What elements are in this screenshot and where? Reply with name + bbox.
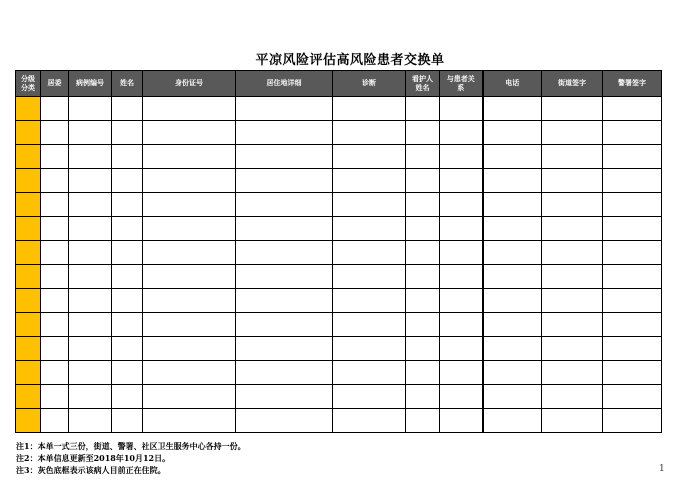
table-cell-diagnosis[interactable] [333, 289, 406, 313]
table-row [16, 289, 662, 313]
table-row [16, 313, 662, 337]
table-cell-committee[interactable] [41, 385, 69, 409]
table-cell-caregiver-name[interactable] [406, 97, 440, 121]
table-cell-diagnosis[interactable] [333, 145, 406, 169]
table-cell-street-signature[interactable] [542, 97, 603, 121]
table-cell-case-number[interactable] [69, 289, 112, 313]
table-cell-grade-class[interactable] [16, 361, 41, 385]
table-cell-grade-class[interactable] [16, 193, 41, 217]
header-street-signature-line: 街道签字 [558, 79, 586, 87]
table-cell-street-signature[interactable] [542, 265, 603, 289]
table-cell-id-number[interactable] [143, 193, 236, 217]
table-cell-grade-class[interactable] [16, 337, 41, 361]
table-cell-police-signature[interactable] [603, 193, 662, 217]
table-row [16, 217, 662, 241]
header-committee [41, 71, 69, 97]
table-cell-grade-class[interactable] [16, 409, 41, 433]
table-cell-committee[interactable] [41, 217, 69, 241]
table-cell-address[interactable] [236, 97, 333, 121]
table-cell-address[interactable] [236, 289, 333, 313]
table-cell-relationship[interactable] [440, 409, 483, 433]
table-cell-relationship[interactable] [440, 289, 483, 313]
header-phone [483, 71, 542, 97]
table-cell-case-number[interactable] [69, 265, 112, 289]
table-cell-committee[interactable] [41, 121, 69, 145]
header-address [236, 71, 333, 97]
header-grade-class-line: 分类 [21, 83, 35, 92]
table-cell-police-signature[interactable] [603, 289, 662, 313]
table-cell-caregiver-name[interactable] [406, 241, 440, 265]
table-cell-grade-class[interactable] [16, 121, 41, 145]
table-cell-name[interactable] [112, 121, 143, 145]
table-cell-street-signature[interactable] [542, 217, 603, 241]
table-cell-relationship[interactable] [440, 241, 483, 265]
table-cell-name[interactable] [112, 385, 143, 409]
table-cell-id-number[interactable] [143, 241, 236, 265]
table-cell-relationship[interactable] [440, 121, 483, 145]
table-cell-caregiver-name[interactable] [406, 193, 440, 217]
table-cell-id-number[interactable] [143, 337, 236, 361]
table-cell-relationship[interactable] [440, 193, 483, 217]
table-cell-case-number[interactable] [69, 241, 112, 265]
table-cell-caregiver-name[interactable] [406, 265, 440, 289]
table-cell-police-signature[interactable] [603, 313, 662, 337]
table-cell-phone[interactable] [483, 145, 542, 169]
table-cell-id-number[interactable] [143, 121, 236, 145]
table-cell-grade-class[interactable] [16, 313, 41, 337]
table-cell-diagnosis[interactable] [333, 313, 406, 337]
table-cell-committee[interactable] [41, 337, 69, 361]
table-cell-phone[interactable] [483, 289, 542, 313]
table-cell-case-number[interactable] [69, 385, 112, 409]
table-header-row [16, 71, 662, 97]
table-cell-case-number[interactable] [69, 217, 112, 241]
table-cell-grade-class[interactable] [16, 385, 41, 409]
table-cell-street-signature[interactable] [542, 313, 603, 337]
header-case-number-line: 病例编号 [76, 79, 104, 87]
table-cell-police-signature[interactable] [603, 265, 662, 289]
table-cell-case-number[interactable] [69, 121, 112, 145]
table-cell-diagnosis[interactable] [333, 217, 406, 241]
table-cell-diagnosis[interactable] [333, 169, 406, 193]
header-caregiver-name-line: 姓名 [415, 83, 430, 92]
header-id-number-line: 身份证号 [175, 79, 203, 87]
table-cell-caregiver-name[interactable] [406, 217, 440, 241]
table-cell-caregiver-name[interactable] [406, 289, 440, 313]
table-row [16, 145, 662, 169]
table-cell-police-signature[interactable] [603, 145, 662, 169]
table-cell-diagnosis[interactable] [333, 265, 406, 289]
table-cell-grade-class[interactable] [16, 289, 41, 313]
table-cell-committee[interactable] [41, 313, 69, 337]
table-cell-id-number[interactable] [143, 97, 236, 121]
table-cell-name[interactable] [112, 289, 143, 313]
table-cell-phone[interactable] [483, 97, 542, 121]
table-cell-diagnosis[interactable] [333, 97, 406, 121]
table-cell-relationship[interactable] [440, 361, 483, 385]
table-cell-name[interactable] [112, 313, 143, 337]
header-street-signature [542, 71, 603, 97]
table-cell-case-number[interactable] [69, 193, 112, 217]
table-cell-phone[interactable] [483, 409, 542, 433]
table-cell-caregiver-name[interactable] [406, 385, 440, 409]
table-cell-case-number[interactable] [69, 145, 112, 169]
header-name [112, 71, 143, 97]
table-cell-case-number[interactable] [69, 361, 112, 385]
table-cell-phone[interactable] [483, 217, 542, 241]
table-cell-committee[interactable] [41, 361, 69, 385]
table-cell-relationship[interactable] [440, 265, 483, 289]
table-cell-phone[interactable] [483, 337, 542, 361]
header-police-signature-line: 警署签字 [618, 79, 646, 87]
table-cell-caregiver-name[interactable] [406, 337, 440, 361]
document-title: 平凉风险评估高风险患者交换单 [255, 53, 445, 68]
table-cell-id-number[interactable] [143, 361, 236, 385]
header-name-line: 姓名 [120, 79, 134, 87]
table-cell-police-signature[interactable] [603, 169, 662, 193]
table-cell-police-signature[interactable] [603, 121, 662, 145]
patient-exchange-form [15, 70, 661, 432]
header-case-number [69, 71, 112, 97]
table-cell-police-signature[interactable] [603, 385, 662, 409]
header-committee-line: 居委 [47, 79, 62, 87]
table-cell-committee[interactable] [41, 145, 69, 169]
table-row [16, 265, 662, 289]
table-cell-name[interactable] [112, 361, 143, 385]
header-relationship [440, 71, 483, 97]
footnote-2: 注2：本单信息更新至2018年10月12日。 [16, 453, 171, 463]
table-cell-committee[interactable] [41, 193, 69, 217]
footnotes [16, 440, 246, 476]
table-cell-phone[interactable] [483, 361, 542, 385]
table-cell-diagnosis[interactable] [333, 241, 406, 265]
table-cell-relationship[interactable] [440, 145, 483, 169]
table-cell-grade-class[interactable] [16, 169, 41, 193]
header-phone-line: 电话 [505, 79, 520, 87]
header-relationship-line: 与患者关 [446, 74, 475, 83]
table-row [16, 337, 662, 361]
table-cell-police-signature[interactable] [603, 409, 662, 433]
table-cell-address[interactable] [236, 409, 333, 433]
table-row [16, 193, 662, 217]
table-cell-street-signature[interactable] [542, 193, 603, 217]
table-cell-diagnosis[interactable] [333, 409, 406, 433]
table-body [16, 97, 662, 433]
footnote-1: 注1：本单一式三份，街道、警署、社区卫生服务中心各持一份。 [16, 441, 246, 451]
page-number: 1 [659, 464, 665, 474]
table-cell-street-signature[interactable] [542, 121, 603, 145]
table-cell-committee[interactable] [41, 409, 69, 433]
table-cell-police-signature[interactable] [603, 361, 662, 385]
table-row [16, 241, 662, 265]
table-cell-street-signature[interactable] [542, 241, 603, 265]
table-cell-street-signature[interactable] [542, 169, 603, 193]
table-cell-id-number[interactable] [143, 385, 236, 409]
header-grade-class-line: 分级 [21, 74, 35, 83]
table-cell-grade-class[interactable] [16, 265, 41, 289]
table-cell-name[interactable] [112, 337, 143, 361]
table-cell-name[interactable] [112, 145, 143, 169]
table-cell-diagnosis[interactable] [333, 361, 406, 385]
table-cell-phone[interactable] [483, 265, 542, 289]
table-cell-police-signature[interactable] [603, 217, 662, 241]
header-diagnosis-line: 诊断 [362, 79, 376, 87]
table-cell-address[interactable] [236, 265, 333, 289]
table-cell-name[interactable] [112, 97, 143, 121]
table-cell-committee[interactable] [41, 169, 69, 193]
table-cell-caregiver-name[interactable] [406, 145, 440, 169]
table-cell-id-number[interactable] [143, 265, 236, 289]
table-cell-grade-class[interactable] [16, 97, 41, 121]
table-cell-relationship[interactable] [440, 337, 483, 361]
table-cell-id-number[interactable] [143, 313, 236, 337]
table-cell-relationship[interactable] [440, 313, 483, 337]
table-cell-committee[interactable] [41, 265, 69, 289]
table-cell-relationship[interactable] [440, 97, 483, 121]
header-caregiver-name [406, 71, 440, 97]
table-cell-phone[interactable] [483, 313, 542, 337]
table-cell-name[interactable] [112, 241, 143, 265]
table-cell-diagnosis[interactable] [333, 121, 406, 145]
table-cell-address[interactable] [236, 385, 333, 409]
table-cell-address[interactable] [236, 217, 333, 241]
table-row [16, 409, 662, 433]
table-cell-name[interactable] [112, 409, 143, 433]
table-cell-caregiver-name[interactable] [406, 169, 440, 193]
table-cell-diagnosis[interactable] [333, 385, 406, 409]
footnote-3: 注3：灰色底框表示该病人目前正在住院。 [16, 465, 166, 475]
table-cell-address[interactable] [236, 169, 333, 193]
header-diagnosis [333, 71, 406, 97]
table-cell-committee[interactable] [41, 97, 69, 121]
table-row [16, 361, 662, 385]
table-cell-case-number[interactable] [69, 313, 112, 337]
table-cell-diagnosis[interactable] [333, 337, 406, 361]
header-relationship-line: 系 [457, 83, 465, 92]
table-cell-case-number[interactable] [69, 97, 112, 121]
table-cell-diagnosis[interactable] [333, 193, 406, 217]
table-cell-address[interactable] [236, 337, 333, 361]
header-id-number [143, 71, 236, 97]
table-cell-case-number[interactable] [69, 169, 112, 193]
table-cell-caregiver-name[interactable] [406, 409, 440, 433]
header-address-line: 居住地详细 [266, 79, 302, 87]
table-cell-phone[interactable] [483, 193, 542, 217]
table-cell-caregiver-name[interactable] [406, 313, 440, 337]
table-cell-committee[interactable] [41, 289, 69, 313]
table-cell-street-signature[interactable] [542, 361, 603, 385]
table-cell-address[interactable] [236, 361, 333, 385]
table-cell-case-number[interactable] [69, 337, 112, 361]
table-row [16, 385, 662, 409]
table-cell-phone[interactable] [483, 169, 542, 193]
table-cell-police-signature[interactable] [603, 337, 662, 361]
table-cell-address[interactable] [236, 241, 333, 265]
table-cell-relationship[interactable] [440, 169, 483, 193]
table-cell-phone[interactable] [483, 385, 542, 409]
table-cell-grade-class[interactable] [16, 145, 41, 169]
table-cell-street-signature[interactable] [542, 337, 603, 361]
table-cell-name[interactable] [112, 169, 143, 193]
table-row [16, 169, 662, 193]
table-cell-police-signature[interactable] [603, 241, 662, 265]
table-cell-name[interactable] [112, 265, 143, 289]
table-cell-phone[interactable] [483, 241, 542, 265]
table-cell-caregiver-name[interactable] [406, 121, 440, 145]
table-cell-id-number[interactable] [143, 217, 236, 241]
table-cell-name[interactable] [112, 217, 143, 241]
table-cell-phone[interactable] [483, 121, 542, 145]
table-cell-address[interactable] [236, 145, 333, 169]
table-cell-id-number[interactable] [143, 145, 236, 169]
table-cell-case-number[interactable] [69, 409, 112, 433]
table-cell-street-signature[interactable] [542, 385, 603, 409]
header-grade-class [16, 71, 41, 97]
table-cell-caregiver-name[interactable] [406, 361, 440, 385]
table-cell-relationship[interactable] [440, 217, 483, 241]
table-row [16, 121, 662, 145]
table-cell-street-signature[interactable] [542, 145, 603, 169]
table-cell-street-signature[interactable] [542, 409, 603, 433]
patient-table [15, 70, 662, 433]
header-police-signature [603, 71, 662, 97]
table-cell-relationship[interactable] [440, 385, 483, 409]
table-cell-id-number[interactable] [143, 289, 236, 313]
table-cell-street-signature[interactable] [542, 289, 603, 313]
table-cell-address[interactable] [236, 121, 333, 145]
header-caregiver-name-line: 看护人 [412, 74, 433, 83]
table-cell-address[interactable] [236, 313, 333, 337]
table-cell-name[interactable] [112, 193, 143, 217]
table-cell-committee[interactable] [41, 241, 69, 265]
table-cell-grade-class[interactable] [16, 241, 41, 265]
table-cell-address[interactable] [236, 193, 333, 217]
table-row [16, 97, 662, 121]
table-cell-police-signature[interactable] [603, 97, 662, 121]
table-cell-grade-class[interactable] [16, 217, 41, 241]
table-cell-id-number[interactable] [143, 409, 236, 433]
table-cell-id-number[interactable] [143, 169, 236, 193]
